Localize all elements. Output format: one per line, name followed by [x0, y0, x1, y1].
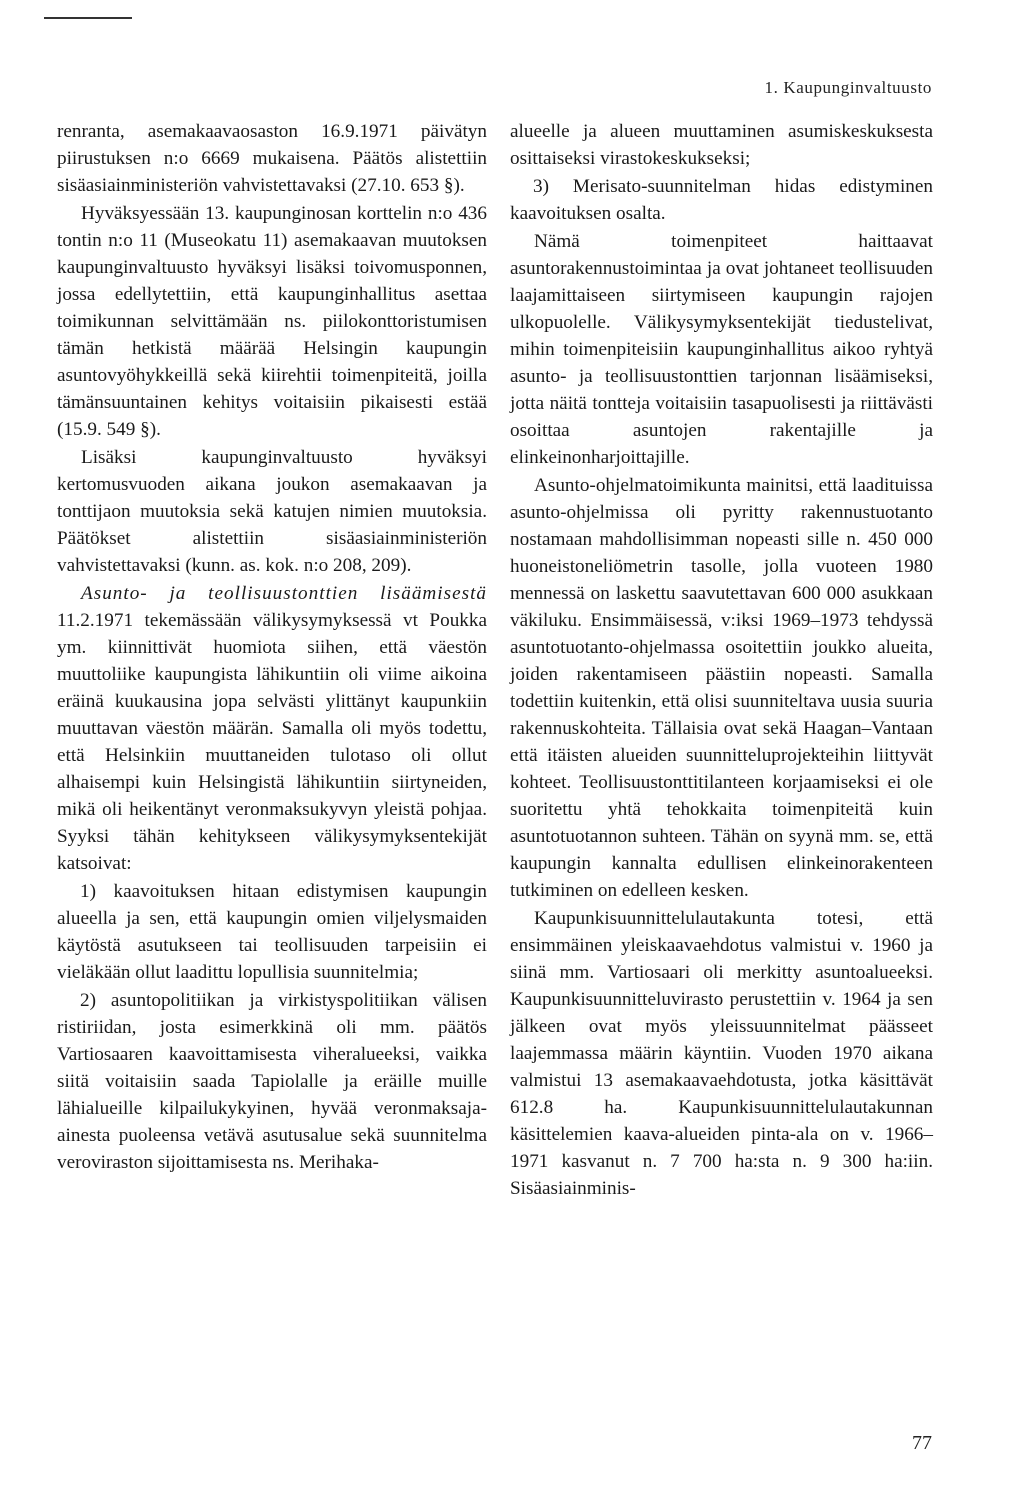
paragraph-text: 11.2.1971 tekemässään välikysymyksessä vt Poukka ym. kiinnittivät huomiota siihen, että väestön muuttoliike kaupungista lähikuntiin oli viime aikoina eräinä kuukausina jopa selvästi ylittänyt kaupunkiin muuttavan väestön määrän. Samalla oli myös todettu, että Helsinkiin muuttaneiden tulotaso oli ollut alhaisempi kuin Helsingistä lähikuntiin siirtyneiden, mikä oli heikentänyt veronmaksukyvyn yleistä pohjaa. Syyksi tähän kehitykseen välikysymyksentekijät katsoivat: [57, 610, 487, 874]
paragraph: Nämä toimenpiteet haittaavat asuntorakennustoimintaa ja ovat johtaneet teollisuuden laajamittaiseen siirtymiseen kaupungin rajojen ulkopuolelle. Välikysymyksentekijät tiedustelivat, mihin toimenpiteisiin kaupunginhallitus aikoo ryhtyä asunto- ja teollisuustonttien tarjonnan lisäämiseksi, jotta näitä tontteja voitaisiin tasapuolisesti ja riittävästi osoittaa asuntojen rakentajille ja elinkeinonharjoittajille. [510, 231, 933, 468]
paragraph: alueelle ja alueen muuttaminen asumiskeskuksesta osittaiseksi virastokeskukseksi; [510, 121, 933, 169]
paragraph: renranta, asemakaavaosaston 16.9.1971 päivätyn piirustuksen n:o 6669 mukaisena. Päätös alistettiin sisäasiainministeriön vahvistettavaksi (27.10. 653 §). [57, 121, 487, 196]
paragraph: Asunto-ohjelmatoimikunta mainitsi, että laadituissa asunto-ohjelmissa oli pyritty rakennustuotanto nostamaan mahdollisimman nopeasti sille n. 450 000 huoneistoneliömetrin tasolle, jolla vuoteen 1980 mennessä on laskettu saavutettavan 600 000 asukkaan väkiluku. Ensimmäisessä, v:iksi 1969–1973 tehdyssä asuntotuotanto-ohjelmassa osoitettiin joukko alueita, joiden rakentamiseen päästiin nopeasti. Samalla todettiin kuitenkin, että olisi suunniteltava uusia suuria rakennuskohteita. Tällaisia ovat sekä Haagan–Vantaan että itäisten alueiden suunnitteluprojekteihin liittyvät kohteet. Teollisuustonttitilanteen korjaamiseksi ei ole suoritettu yhtä tehokkaita toimenpiteitä kuin asuntotuotannon suhteen. Tähän on syynä mm. se, että kaupungin kannalta edullisen elinkeinorakenteen tutkiminen on edelleen kesken. [510, 475, 933, 901]
list-item: 1) kaavoituksen hitaan edistymisen kaupungin alueella ja sen, että kaupungin omien viljelysmaiden käytöstä asutukseen tai teollisuuden tarpeisiin ei vieläkään ollut laadittu lopullisia suunnitelmia; [57, 881, 487, 983]
section-heading: Asunto- ja teollisuustonttien lisäämisestä [81, 583, 487, 604]
top-rule [44, 17, 132, 19]
left-column [57, 118, 487, 1177]
paragraph: Hyväksyessään 13. kaupunginosan korttelin n:o 436 tontin n:o 11 (Museokatu 11) asemakaavan muutoksen kaupunginvaltuusto hyväksyi lisäksi toivomusponnen, jossa edellytettiin, että kaupunginhallitus asettaa toimikunnan selvittämään ns. piilokonttoristumisen tämän hetkistä määrää Helsingin kaupungin asuntovyöhykkeillä sekä kiirehtii toimenpiteitä, joilla tämänsuuntainen kehitys voitaisiin pikaisesti estää (15.9. 549 §). [57, 203, 487, 440]
right-column [510, 118, 933, 1203]
paragraph [57, 580, 487, 877]
page-number: 77 [912, 1432, 932, 1454]
running-head: 1. Kaupunginvaltuusto [764, 78, 932, 97]
list-item: 2) asuntopolitiikan ja virkistyspolitiikan välisen ristiriidan, josta esimerkkinä oli mm. päätös Vartiosaaren kaavoittamisesta viheralueeksi, vaikka siitä voitaisiin saada Tapiolalle ja eräille muille lähialueille kilpailukykyinen, hyvää veronmaksaja-ainesta puoleensa vetävä asutusalue sekä suunnitelma veroviraston sijoittamisesta ns. Merihaka- [57, 990, 487, 1173]
paragraph: Lisäksi kaupunginvaltuusto hyväksyi kertomusvuoden aikana joukon asemakaavan ja tonttijaon muutoksia sekä katujen nimien muutoksia. Päätökset alistettiin sisäasiainministeriön vahvistettavaksi (kunn. as. kok. n:o 208, 209). [57, 447, 487, 576]
paragraph: Kaupunkisuunnittelulautakunta totesi, että ensimmäinen yleiskaavaehdotus valmistui v. 1960 ja siinä mm. Vartiosaari oli merkitty asuntoalueeksi. Kaupunkisuunnitteluvirasto perustettiin v. 1964 ja sen jälkeen ovat myös yleissuunnitelmat päässeet laajemmassa määrin käyntiin. Vuoden 1970 aikana valmistui 13 asemakaavaehdotusta, jotka käsittävät 612.8 ha. Kaupunkisuunnittelulautakunnan käsittelemien kaava-alueiden pinta-ala on v. 1966–1971 kasvanut n. 7 700 ha:sta n. 9 300 ha:iin. Sisäasiainminis- [510, 908, 933, 1199]
list-item: 3) Merisato-suunnitelman hidas edistyminen kaavoituksen osalta. [510, 176, 933, 224]
